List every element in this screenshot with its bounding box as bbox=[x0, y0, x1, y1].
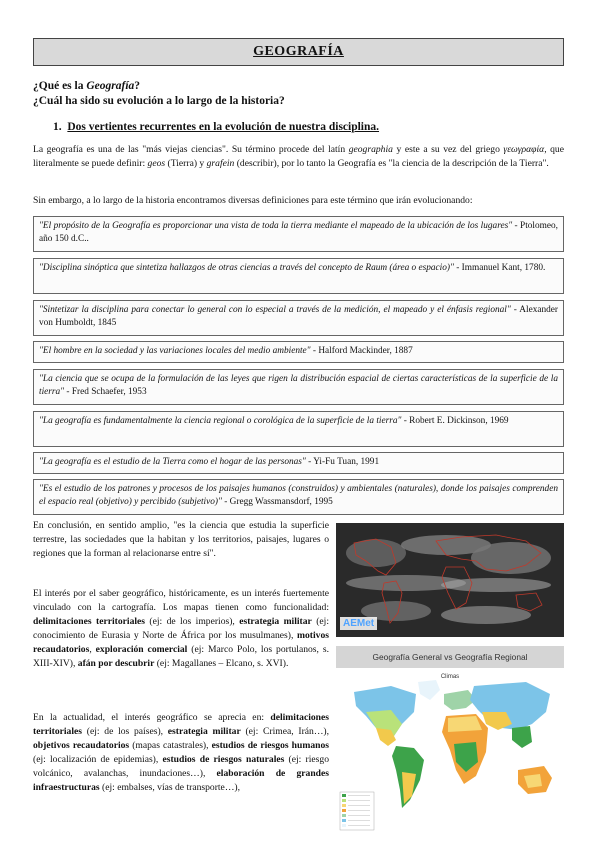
body-text: (ej: Marco Polo, los portulanos, s. XIII-XIV), bbox=[33, 644, 330, 669]
definitions-intro: Sin embargo, a lo largo de la historia encontramos diversas definiciones para este término que irán evolucionando: bbox=[33, 195, 473, 206]
section-title: Dos vertientes recurrentes en la evolución de nuestra disciplina. bbox=[67, 121, 380, 133]
intro-greek-term: γεωγραφία bbox=[503, 144, 545, 155]
current-interest-paragraph bbox=[33, 711, 329, 795]
quote-text: "El hombre en la sociedad y las variaciones locales del medio ambiente" bbox=[39, 346, 311, 356]
quote-author: - Yi-Fu Tuan, 1991 bbox=[305, 457, 380, 467]
quote-author: - Immanuel Kant, 1780. bbox=[453, 263, 546, 273]
body-text: En la actualidad, el interés geográfico se aprecia en: bbox=[33, 712, 271, 723]
question-emphasis: Geografía bbox=[86, 80, 135, 92]
body-text: (ej: Crimea, Irán…), bbox=[240, 726, 330, 737]
key-term: afán por descubrir bbox=[77, 658, 155, 669]
title-box bbox=[33, 38, 564, 66]
intro-text: La geografía es una de las "más viejas ciencias". Su término procede del latín bbox=[33, 144, 349, 155]
page-title: GEOGRAFÍA bbox=[253, 44, 344, 59]
satellite-image bbox=[336, 523, 564, 637]
body-text: (ej: de los países), bbox=[82, 726, 168, 737]
quote-author: - Fred Schaefer, 1953 bbox=[64, 387, 147, 397]
intro-text: , que literalmente se puede definir: bbox=[33, 144, 564, 169]
question-mark: ? bbox=[134, 80, 141, 92]
climate-map bbox=[336, 672, 564, 832]
key-term: delimitaciones territoriales bbox=[33, 616, 146, 627]
body-text: , bbox=[89, 644, 96, 655]
body-text: (ej: Magallanes – Elcano, s. XVI). bbox=[154, 658, 289, 669]
key-term: exploración comercial bbox=[95, 644, 188, 655]
definition-quote bbox=[33, 341, 564, 363]
definition-quote bbox=[33, 479, 564, 515]
key-term: estrategia militar bbox=[167, 726, 241, 737]
intro-text: (describir), por lo tanto la Geografía es "la ciencia de la descripción de la Tierra". bbox=[234, 158, 549, 169]
definition-quote bbox=[33, 452, 564, 474]
body-text: (ej: riesgo volcánico, avalanchas, inundaciones…), bbox=[33, 754, 329, 779]
body-text: (ej: localización de epidemias), bbox=[33, 754, 163, 765]
body-text: (mapas catastrales), bbox=[129, 740, 212, 751]
quote-author: - Halford Mackinder, 1887 bbox=[310, 346, 413, 356]
definition-quote bbox=[33, 411, 564, 447]
quote-author: - Robert E. Dickinson, 1969 bbox=[401, 416, 509, 426]
body-text: (ej: embalses, vías de transporte…), bbox=[99, 782, 241, 793]
intro-paragraph bbox=[33, 143, 564, 171]
definition-quote bbox=[33, 369, 564, 405]
intro-term-geos: geos bbox=[147, 158, 166, 169]
quote-text: "El propósito de la Geografía es proporcionar una vista de toda la tierra mediante el mapeado de la ubicación de los lugares" bbox=[39, 221, 513, 231]
quote-text: "La ciencia que se ocupa de la formulación de las leyes que rigen la distribución espacial de ciertas características de la superficie de la tierra" bbox=[39, 374, 558, 397]
map-title: Climas bbox=[440, 674, 460, 680]
quote-text: "Sintetizar la disciplina para conectar lo general con lo especial a través de la medición, el mapeado y el énfasis regional" bbox=[39, 305, 511, 315]
question-what-is bbox=[33, 80, 140, 92]
key-term: estudios de riesgos naturales bbox=[162, 754, 285, 765]
definition-quote bbox=[33, 216, 564, 252]
interest-paragraph bbox=[33, 587, 329, 671]
key-term: motivos recaudatorios bbox=[33, 630, 329, 655]
quote-text: "La geografía es fundamentalmente la ciencia regional o corológica de la superficie de la tierra" bbox=[39, 416, 402, 426]
quote-author: - Alexander von Humboldt, 1845 bbox=[39, 305, 559, 328]
conclusion-paragraph: En conclusión, en sentido amplio, "es la ciencia que estudia la superficie terrestre, las sociedades que la habitan y los territorios, paisajes, lugares o regiones que la forman al relacionarse entre sí". bbox=[33, 520, 329, 559]
key-term: delimitaciones territoriales bbox=[33, 712, 329, 737]
definition-quote bbox=[33, 300, 564, 336]
key-term: elaboración de grandes infraestructuras bbox=[33, 768, 329, 793]
aemet-logo: AEMet bbox=[340, 617, 377, 630]
body-text: (ej: de los imperios), bbox=[145, 616, 240, 627]
section-heading bbox=[53, 121, 379, 133]
body-text: El interés por el saber geográfico, históricamente, es un interés fuertemente vinculado con la cartografía. Los mapas tienen como funcionalidad: bbox=[33, 588, 329, 613]
question-evolution: ¿Cuál ha sido su evolución a lo largo de la historia? bbox=[33, 95, 285, 107]
definition-quote bbox=[33, 258, 564, 294]
figure-caption: Geografía General vs Geografía Regional bbox=[336, 646, 564, 668]
intro-text: y este a su vez del griego bbox=[392, 144, 504, 155]
quote-text: "Disciplina sinóptica que sintetiza hallazgos de otras ciencias a través del concepto de Raum (área o espacio)" bbox=[39, 263, 454, 273]
quote-text: "La geografía es el estudio de la Tierra como el hogar de las personas" bbox=[39, 457, 306, 467]
key-term: objetivos recaudatorios bbox=[33, 740, 130, 751]
body-text: (ej: conocimiento de Eurasia y Norte de África por los musulmanes), bbox=[33, 616, 329, 641]
quote-author: - Ptolomeo, año 150 d.C.. bbox=[39, 221, 558, 244]
key-term: estudios de riesgos humanos bbox=[211, 740, 329, 751]
section-number: 1. bbox=[53, 121, 62, 133]
intro-term-grafein: grafein bbox=[206, 158, 235, 169]
question-text: ¿Qué es la bbox=[33, 80, 87, 92]
climate-map-graphic bbox=[336, 672, 564, 832]
key-term: estrategia militar bbox=[239, 616, 312, 627]
intro-latin-term: geographia bbox=[348, 144, 393, 155]
quote-text: "Es el estudio de los patrones y procesos de los paisajes humanos (construidos) y ambientales (naturales), donde los paisajes comprenden el espacio real (objetivo) y percibido (subjetivo)" bbox=[39, 484, 558, 507]
quote-author: - Gregg Wassmansdorf, 1995 bbox=[221, 497, 333, 507]
intro-text: (Tierra) y bbox=[165, 158, 207, 169]
